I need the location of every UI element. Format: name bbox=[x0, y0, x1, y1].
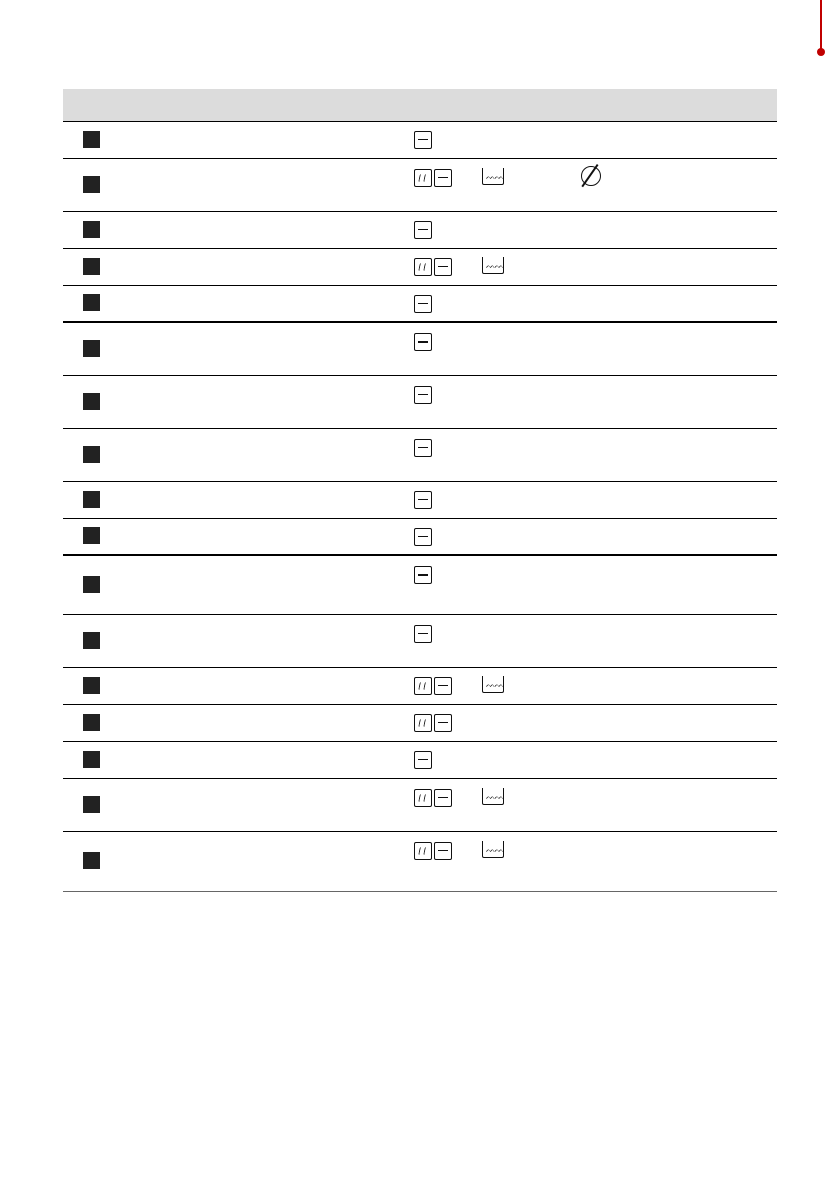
program-marker-icon bbox=[83, 852, 100, 869]
program-marker-icon bbox=[83, 527, 100, 544]
table-header-row bbox=[63, 89, 777, 121]
program-cell bbox=[63, 831, 277, 891]
steam-icon bbox=[414, 842, 432, 860]
options-cell bbox=[407, 211, 777, 248]
table-row bbox=[63, 158, 777, 211]
program-cell bbox=[63, 121, 277, 158]
dash-icon bbox=[414, 333, 432, 351]
options-cell bbox=[407, 704, 777, 741]
dash-icon bbox=[414, 491, 432, 509]
no-dry-icon bbox=[581, 166, 601, 186]
program-marker-icon bbox=[83, 393, 100, 410]
cut-mark bbox=[820, 0, 822, 52]
program-marker-icon bbox=[83, 446, 100, 463]
table-row bbox=[63, 614, 777, 667]
program-marker-icon bbox=[83, 677, 100, 694]
program-marker-icon bbox=[83, 176, 100, 193]
table-row bbox=[63, 375, 777, 428]
table-row bbox=[63, 555, 777, 614]
program-cell bbox=[63, 778, 277, 831]
table-row bbox=[63, 481, 777, 518]
program-marker-icon bbox=[83, 491, 100, 508]
middle-cell bbox=[277, 121, 407, 158]
middle-cell bbox=[277, 667, 407, 704]
options-cell bbox=[407, 667, 777, 704]
dash-icon bbox=[414, 439, 432, 457]
header-middle bbox=[277, 89, 407, 121]
steam-icon bbox=[414, 789, 432, 807]
water-icon: ᨓᨓ bbox=[482, 168, 504, 185]
middle-cell bbox=[277, 322, 407, 375]
table-row bbox=[63, 211, 777, 248]
steam-icon bbox=[414, 169, 432, 187]
options-cell bbox=[407, 555, 777, 614]
middle-cell bbox=[277, 158, 407, 211]
middle-cell bbox=[277, 778, 407, 831]
program-table bbox=[63, 89, 777, 892]
middle-cell bbox=[277, 741, 407, 778]
middle-cell bbox=[277, 285, 407, 322]
middle-cell bbox=[277, 831, 407, 891]
header-program bbox=[63, 89, 277, 121]
program-cell bbox=[63, 481, 277, 518]
program-cell bbox=[63, 375, 277, 428]
dash-icon bbox=[414, 625, 432, 643]
options-cell bbox=[407, 518, 777, 555]
table-row bbox=[63, 121, 777, 158]
program-cell bbox=[63, 158, 277, 211]
table-row bbox=[63, 741, 777, 778]
table-row bbox=[63, 667, 777, 704]
table-row bbox=[63, 285, 777, 322]
program-marker-icon bbox=[83, 576, 100, 593]
options-cell bbox=[407, 614, 777, 667]
steam-icon bbox=[414, 714, 432, 732]
options-cell bbox=[407, 778, 777, 831]
water-icon: ᨓᨓ bbox=[482, 788, 504, 805]
header-options bbox=[407, 89, 777, 121]
table-row bbox=[63, 704, 777, 741]
dash-icon bbox=[414, 221, 432, 239]
middle-cell bbox=[277, 428, 407, 481]
program-cell bbox=[63, 322, 277, 375]
dash-icon bbox=[414, 386, 432, 404]
water-icon: ᨓᨓ bbox=[482, 676, 504, 693]
table-row bbox=[63, 322, 777, 375]
middle-cell bbox=[277, 481, 407, 518]
middle-cell bbox=[277, 614, 407, 667]
program-marker-icon bbox=[83, 751, 100, 768]
dash-icon bbox=[414, 295, 432, 313]
dash-icon bbox=[414, 528, 432, 546]
middle-cell bbox=[277, 248, 407, 285]
steam-icon bbox=[414, 258, 432, 276]
dash-icon bbox=[414, 131, 432, 149]
program-marker-icon bbox=[83, 258, 100, 275]
program-cell bbox=[63, 248, 277, 285]
steam-icon bbox=[414, 677, 432, 695]
table-row bbox=[63, 831, 777, 891]
program-cell bbox=[63, 741, 277, 778]
dash-icon bbox=[434, 714, 452, 732]
options-cell bbox=[407, 481, 777, 518]
middle-cell bbox=[277, 555, 407, 614]
options-cell bbox=[407, 158, 777, 211]
table-row bbox=[63, 428, 777, 481]
options-cell bbox=[407, 285, 777, 322]
table-row bbox=[63, 778, 777, 831]
program-cell bbox=[63, 614, 277, 667]
water-icon: ᨓᨓ bbox=[482, 257, 504, 274]
program-cell bbox=[63, 704, 277, 741]
table-row bbox=[63, 248, 777, 285]
program-marker-icon bbox=[83, 221, 100, 238]
program-cell bbox=[63, 285, 277, 322]
program-marker-icon bbox=[83, 632, 100, 649]
options-cell bbox=[407, 428, 777, 481]
middle-cell bbox=[277, 704, 407, 741]
dash-icon bbox=[414, 751, 432, 769]
middle-cell bbox=[277, 211, 407, 248]
dash-icon bbox=[434, 789, 452, 807]
dash-icon bbox=[434, 258, 452, 276]
middle-cell bbox=[277, 518, 407, 555]
options-cell bbox=[407, 375, 777, 428]
program-marker-icon bbox=[83, 714, 100, 731]
program-marker-icon bbox=[83, 796, 100, 813]
program-cell bbox=[63, 667, 277, 704]
program-marker-icon bbox=[83, 340, 100, 357]
middle-cell bbox=[277, 375, 407, 428]
program-cell bbox=[63, 428, 277, 481]
options-cell bbox=[407, 831, 777, 891]
options-cell bbox=[407, 121, 777, 158]
options-cell bbox=[407, 248, 777, 285]
water-icon: ᨓᨓ bbox=[482, 841, 504, 858]
options-cell bbox=[407, 322, 777, 375]
options-cell bbox=[407, 741, 777, 778]
program-cell bbox=[63, 518, 277, 555]
dash-icon bbox=[434, 842, 452, 860]
dash-icon bbox=[434, 169, 452, 187]
dash-icon bbox=[434, 677, 452, 695]
program-cell bbox=[63, 211, 277, 248]
program-marker-icon bbox=[83, 294, 100, 311]
dash-icon bbox=[414, 566, 432, 584]
program-cell bbox=[63, 555, 277, 614]
table-row bbox=[63, 518, 777, 555]
program-marker-icon bbox=[83, 131, 100, 148]
